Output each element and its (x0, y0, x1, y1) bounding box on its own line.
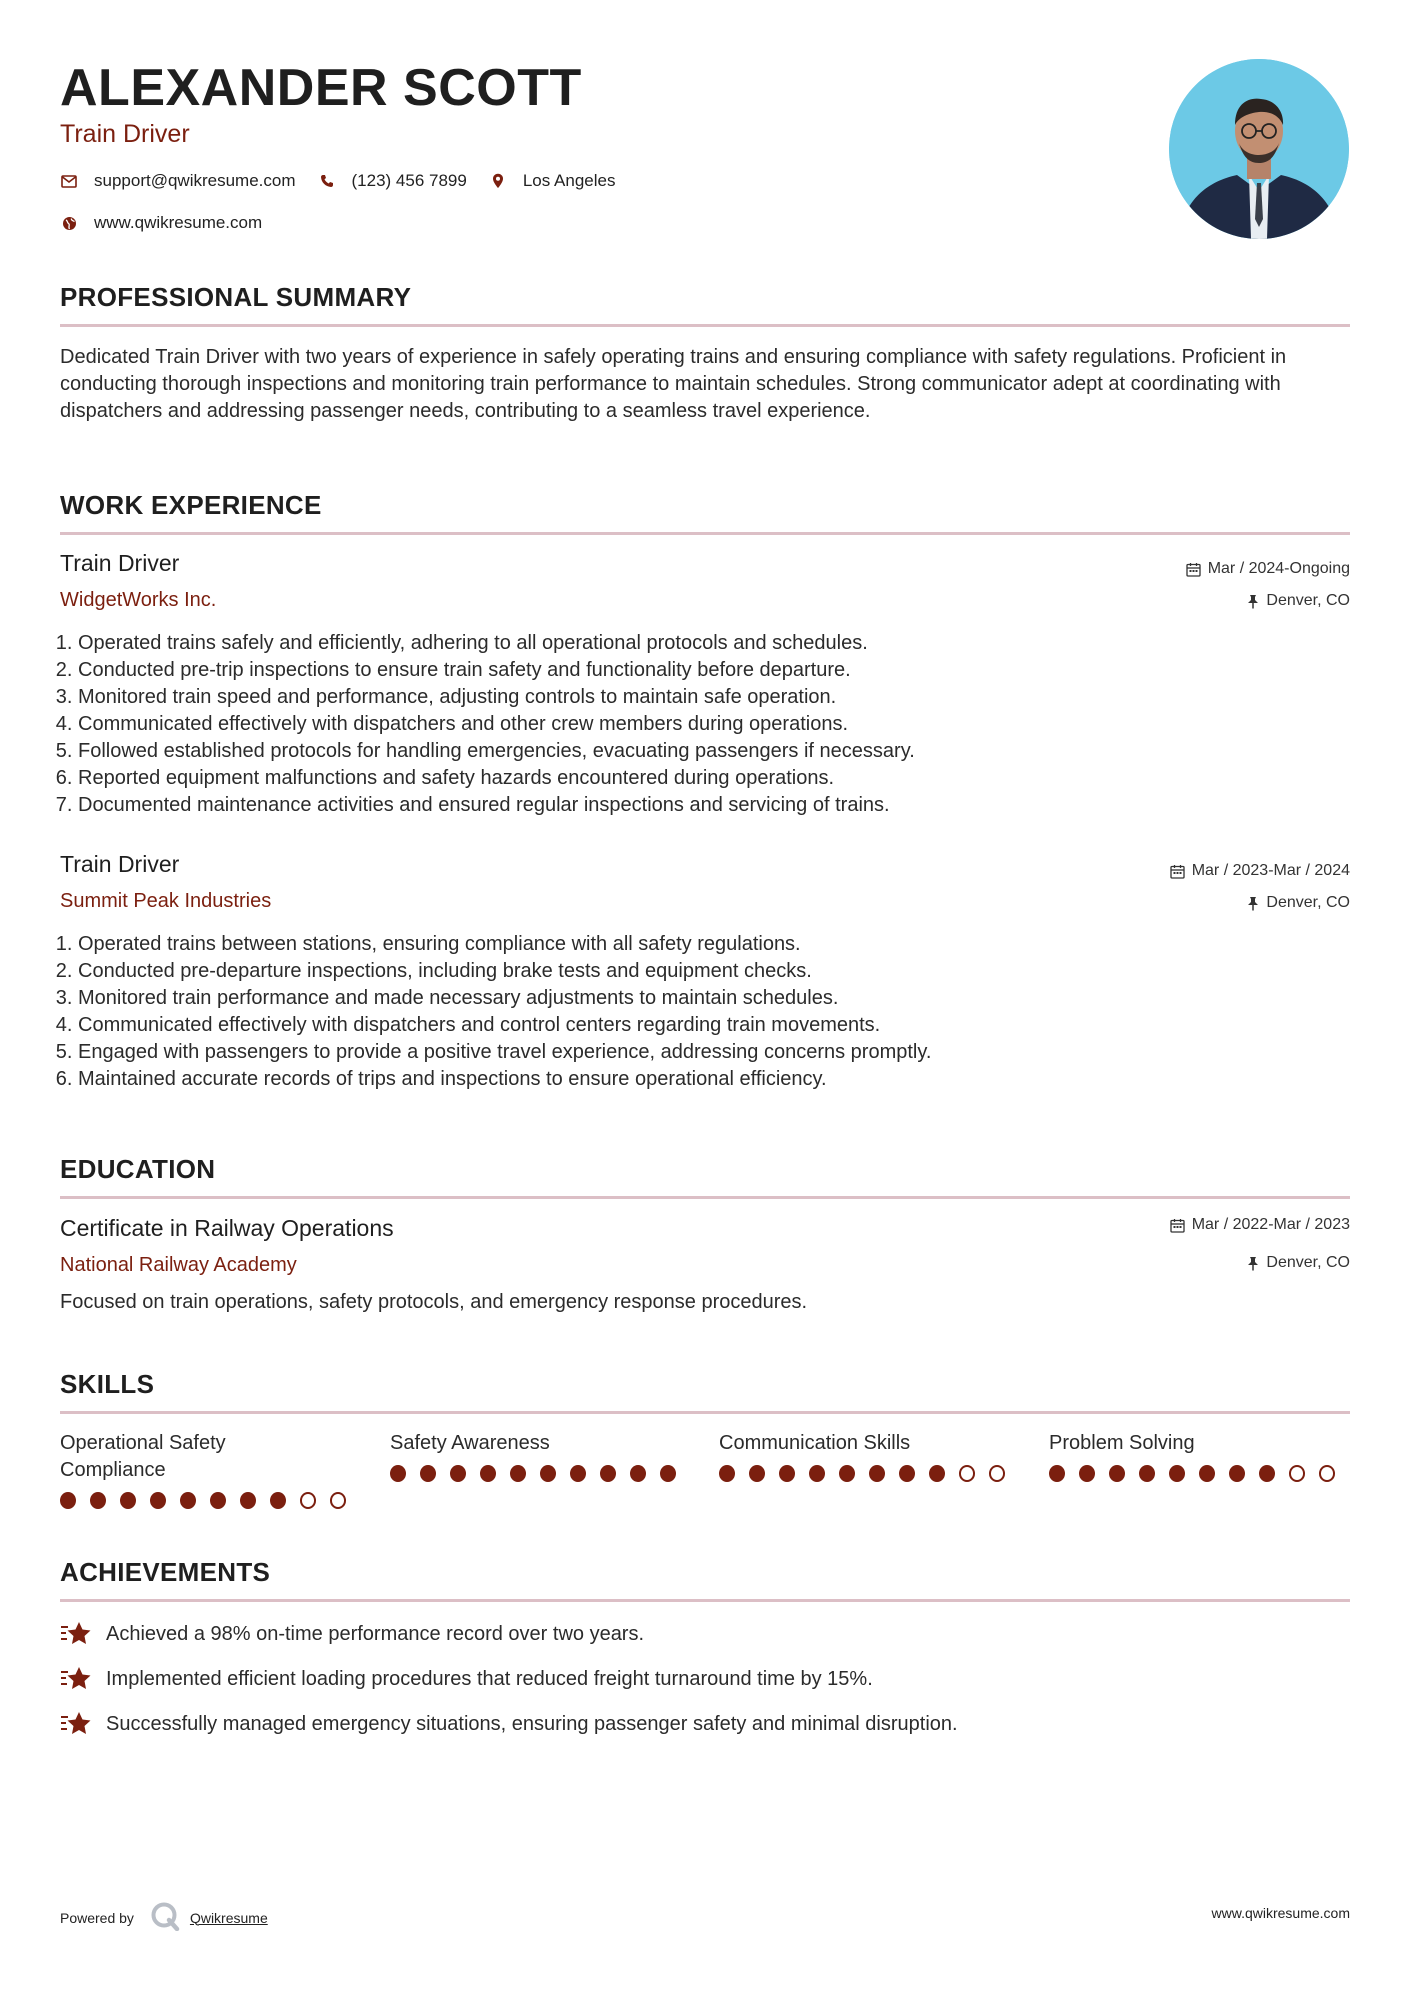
list-item: 5. Followed established protocols for handling emergencies, evacuating passengers if necessary. (78, 738, 1318, 765)
skill-item (60, 1430, 360, 1509)
candidate-title: Train Driver (60, 120, 190, 148)
rating-dot-filled (1199, 1465, 1215, 1482)
map-pin-icon (489, 172, 507, 190)
list-item: 5. Engaged with passengers to provide a positive travel experience, addressing concerns promptly. (78, 1039, 1318, 1066)
rating-dot-empty (989, 1465, 1005, 1482)
skills-heading-text: SKILLS (60, 1369, 155, 1399)
rating-dot-filled (540, 1465, 556, 1482)
achievement-text: Successfully managed emergency situations, ensuring passenger safety and minimal disruption. (106, 1712, 958, 1735)
skill-name: Safety Awareness (390, 1432, 550, 1454)
contact-location (489, 171, 616, 191)
phone-text: (123) 456 7899 (351, 171, 467, 190)
rating-dot-filled (779, 1465, 795, 1482)
rating-dot-filled (929, 1465, 945, 1482)
website-text: www.qwikresume.com (94, 213, 263, 232)
rating-dot-filled (120, 1492, 136, 1509)
powered-by-label: Powered by (60, 1909, 134, 1926)
list-item: 2. Conducted pre-departure inspections, including brake tests and equipment checks. (78, 958, 1318, 985)
education-location-text: Denver, CO (1266, 1254, 1350, 1271)
email-text: support@qwikresume.com (94, 171, 296, 190)
rating-dot-filled (1259, 1465, 1275, 1482)
job-title: Train Driver (60, 851, 180, 877)
skill-name: Communication Skills (719, 1432, 911, 1454)
footer-website[interactable]: www.qwikresume.com (1211, 1905, 1350, 1921)
phone-icon (318, 172, 336, 190)
section-divider (60, 324, 1350, 327)
resume-page (60, 0, 1350, 1990)
rating-dot-filled (749, 1465, 765, 1482)
rating-dot-filled (90, 1492, 106, 1509)
rating-dot-filled (390, 1465, 406, 1482)
job-company: Summit Peak Industries (60, 890, 272, 912)
star-badge-icon (60, 1665, 92, 1693)
profile-photo (1169, 59, 1349, 239)
rating-dot-filled (480, 1465, 496, 1482)
calendar-icon (1170, 864, 1185, 879)
education-degree: Certificate in Railway Operations (60, 1215, 394, 1241)
contact-website[interactable] (60, 213, 262, 233)
skill-rating (390, 1465, 690, 1482)
summary-text: Dedicated Train Driver with two years of experience in safely operating trains and ensuring compliance with safety regulations. Proficient in conducting thorough inspections and monitoring train performance to maintain schedules. Strong communicator adept at coordinating with dispatchers and addressing passenger needs, contributing to a seamless travel experience. (60, 346, 1287, 422)
list-item: 7. Documented maintenance activities and ensured regular inspections and servicing of trains. (78, 792, 1318, 819)
skill-name: Operational Safety Compliance (60, 1432, 226, 1481)
experience-heading-text: WORK EXPERIENCE (60, 490, 322, 520)
summary-heading-text: PROFESSIONAL SUMMARY (60, 282, 412, 312)
rating-dot-filled (570, 1465, 586, 1482)
job-dates-text: Mar / 2023-Mar / 2024 (1191, 862, 1350, 879)
contact-row (60, 171, 637, 191)
rating-dot-filled (1049, 1465, 1065, 1482)
calendar-icon (1186, 562, 1201, 577)
list-item: 1. Operated trains safely and efficiently, adhering to all operational protocols and schedules. (78, 630, 1318, 657)
location-text: Los Angeles (522, 171, 616, 190)
skill-item (1049, 1430, 1349, 1482)
education-location (1247, 1254, 1350, 1272)
education-heading-text: EDUCATION (60, 1154, 216, 1184)
rating-dot-filled (1169, 1465, 1185, 1482)
education-dates (1170, 1216, 1350, 1234)
skill-rating (60, 1492, 360, 1509)
rating-dot-empty (300, 1492, 316, 1509)
achievements-heading (60, 1557, 1350, 1588)
rating-dot-filled (1229, 1465, 1245, 1482)
rating-dot-filled (510, 1465, 526, 1482)
job-dates (1186, 560, 1350, 578)
rating-dot-filled (420, 1465, 436, 1482)
pushpin-icon (1247, 594, 1259, 609)
experience-heading (60, 490, 1350, 521)
education-school: National Railway Academy (60, 1254, 297, 1276)
summary-heading (60, 282, 1350, 313)
pushpin-icon (1247, 1256, 1259, 1271)
rating-dot-empty (1319, 1465, 1335, 1482)
skills-heading (60, 1369, 1350, 1400)
job-company: WidgetWorks Inc. (60, 589, 217, 611)
calendar-icon (1170, 1218, 1185, 1233)
skill-name: Problem Solving (1049, 1432, 1195, 1454)
contact-email[interactable] (60, 171, 296, 191)
candidate-name: ALEXANDER SCOTT (60, 59, 582, 117)
star-badge-icon (60, 1620, 92, 1648)
achievement-item (60, 1710, 958, 1738)
section-divider (60, 1599, 1350, 1602)
job-location-text: Denver, CO (1266, 894, 1350, 911)
education-heading (60, 1154, 1350, 1185)
education-dates-text: Mar / 2022-Mar / 2023 (1191, 1216, 1350, 1233)
rating-dot-empty (1289, 1465, 1305, 1482)
rating-dot-filled (660, 1465, 676, 1482)
job-title: Train Driver (60, 550, 180, 576)
achievement-text: Achieved a 98% on-time performance record over two years. (106, 1622, 645, 1645)
rating-dot-filled (60, 1492, 76, 1509)
rating-dot-filled (839, 1465, 855, 1482)
skill-rating (719, 1465, 1019, 1482)
contact-phone[interactable] (318, 171, 467, 191)
list-item: 6. Reported equipment malfunctions and safety hazards encountered during operations. (78, 765, 1318, 792)
education-description: Focused on train operations, safety protocols, and emergency response procedures. (60, 1291, 808, 1313)
rating-dot-filled (630, 1465, 646, 1482)
powered-by (60, 1901, 268, 1934)
skill-rating (1049, 1465, 1349, 1482)
rating-dot-filled (180, 1492, 196, 1509)
section-divider (60, 532, 1350, 535)
rating-dot-filled (1109, 1465, 1125, 1482)
list-item: 4. Communicated effectively with dispatchers and control centers regarding train movements. (78, 1012, 1318, 1039)
list-item: 2. Conducted pre-trip inspections to ensure train safety and functionality before departure. (78, 657, 1318, 684)
achievement-item (60, 1620, 644, 1648)
rating-dot-filled (1139, 1465, 1155, 1482)
rating-dot-filled (450, 1465, 466, 1482)
pushpin-icon (1247, 896, 1259, 911)
star-badge-icon (60, 1710, 92, 1738)
job-location (1247, 592, 1350, 610)
rating-dot-filled (899, 1465, 915, 1482)
envelope-icon (60, 172, 78, 190)
achievements-heading-text: ACHIEVEMENTS (60, 1557, 271, 1587)
rating-dot-filled (240, 1492, 256, 1509)
rating-dot-filled (1079, 1465, 1095, 1482)
section-divider (60, 1196, 1350, 1199)
list-item: 4. Communicated effectively with dispatchers and other crew members during operations. (78, 711, 1318, 738)
brand-link[interactable]: Qwikresume (189, 1909, 268, 1926)
list-item: 3. Monitored train performance and made necessary adjustments to maintain schedules. (78, 985, 1318, 1012)
rating-dot-filled (719, 1465, 735, 1482)
list-item: 3. Monitored train speed and performance, adjusting controls to maintain safe operation. (78, 684, 1318, 711)
qwikresume-logo-icon (150, 1901, 180, 1934)
section-divider (60, 1411, 1350, 1414)
skill-item (719, 1430, 1019, 1482)
skill-item (390, 1430, 690, 1482)
job-dates-text: Mar / 2024-Ongoing (1207, 560, 1350, 577)
achievement-item (60, 1665, 873, 1693)
rating-dot-empty (330, 1492, 346, 1509)
rating-dot-filled (600, 1465, 616, 1482)
list-item: 6. Maintained accurate records of trips and inspections to ensure operational efficiency. (78, 1066, 1318, 1093)
contact-row-2 (60, 213, 284, 233)
rating-dot-filled (270, 1492, 286, 1509)
globe-icon (60, 214, 78, 232)
job-dates (1170, 862, 1350, 880)
rating-dot-filled (809, 1465, 825, 1482)
rating-dot-empty (959, 1465, 975, 1482)
achievement-text: Implemented efficient loading procedures that reduced freight turnaround time by 15%. (106, 1667, 873, 1690)
list-item: 1. Operated trains between stations, ensuring compliance with all safety regulations. (78, 931, 1318, 958)
job-location (1247, 894, 1350, 912)
rating-dot-filled (869, 1465, 885, 1482)
rating-dot-filled (150, 1492, 166, 1509)
rating-dot-filled (210, 1492, 226, 1509)
job-location-text: Denver, CO (1266, 592, 1350, 609)
